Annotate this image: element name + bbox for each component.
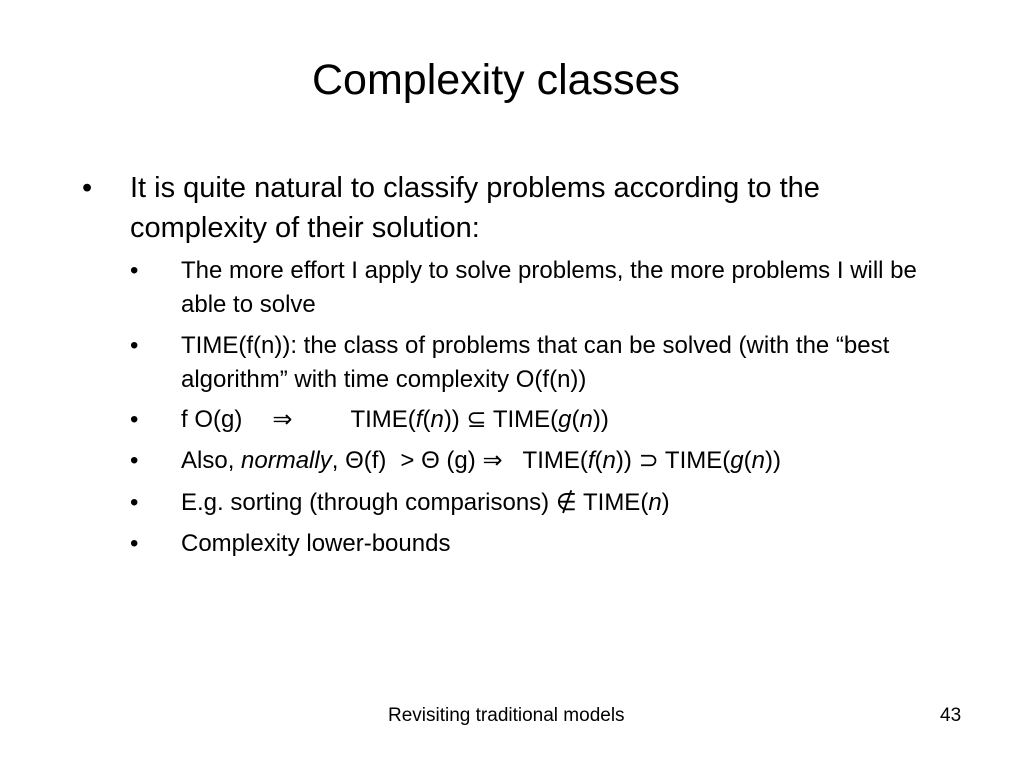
greater-than: > bbox=[400, 447, 415, 474]
inclusion-o-g: O(g) bbox=[194, 406, 243, 433]
implies-symbol: ⇒ bbox=[272, 406, 293, 433]
subseteq-symbol: ⊆ bbox=[466, 406, 487, 433]
sub-bullet-inclusion-text bbox=[181, 403, 921, 437]
sorting-close: ) bbox=[661, 489, 670, 516]
bullet-marker: • bbox=[130, 489, 139, 516]
also-comma: , bbox=[331, 447, 339, 474]
inclusion-n-italic: n bbox=[430, 406, 444, 433]
also-f-italic: f bbox=[587, 447, 595, 474]
theta-f: Θ(f) bbox=[345, 447, 387, 474]
also-close-2: )) bbox=[764, 447, 781, 474]
inclusion-g-italic: g bbox=[558, 406, 572, 433]
inclusion-time-open-2: TIME( bbox=[492, 406, 559, 433]
sorting-prefix: E.g. sorting (through comparisons) bbox=[181, 489, 550, 516]
also-g-italic: g bbox=[730, 447, 744, 474]
also-normally: normally bbox=[241, 447, 332, 474]
footer-title: Revisiting traditional models bbox=[388, 705, 625, 726]
also-paren: ( bbox=[594, 447, 603, 474]
inclusion-f: f bbox=[181, 406, 188, 433]
slide-title: Complexity classes bbox=[312, 56, 680, 104]
also-paren-2: ( bbox=[743, 447, 752, 474]
bullet-marker: • bbox=[82, 172, 93, 204]
theta-g: Θ (g) bbox=[421, 447, 476, 474]
sub-bullet-effort-text: The more effort I apply to solve problems, the more problems I will be able to solve bbox=[181, 257, 917, 318]
supset-symbol: ⊃ bbox=[638, 447, 659, 474]
also-time-open-2: TIME( bbox=[664, 447, 731, 474]
sub-bullet-lower-bounds-text: Complexity lower-bounds bbox=[181, 530, 451, 557]
sorting-n-italic: n bbox=[648, 489, 662, 516]
also-close: )) bbox=[615, 447, 632, 474]
also-prefix: Also, bbox=[181, 447, 242, 474]
also-n-italic-2: n bbox=[751, 447, 765, 474]
sub-bullet-time-definition-text: TIME(f(n)): the class of problems that can be solved (with the “best algorithm” with time complexity O(f(n)) bbox=[181, 332, 890, 393]
sub-bullet-also-text bbox=[181, 444, 921, 478]
bullet-marker: • bbox=[130, 332, 139, 359]
inclusion-f-italic: f bbox=[415, 406, 423, 433]
inclusion-paren-2: ( bbox=[571, 406, 580, 433]
implies-symbol: ⇒ bbox=[482, 447, 503, 474]
also-n-italic: n bbox=[602, 447, 616, 474]
bullet-marker: • bbox=[130, 406, 139, 433]
notin-symbol: ∉ bbox=[555, 489, 577, 516]
inclusion-paren: ( bbox=[422, 406, 431, 433]
inclusion-n-italic-2: n bbox=[579, 406, 593, 433]
inclusion-close-2: )) bbox=[592, 406, 609, 433]
bullet-marker: • bbox=[130, 530, 139, 557]
inclusion-time-open: TIME( bbox=[350, 406, 416, 433]
sorting-time-open: TIME( bbox=[582, 489, 649, 516]
main-bullet-text: It is quite natural to classify problems according to the complexity of their solution: bbox=[130, 172, 820, 244]
page-number: 43 bbox=[940, 705, 962, 726]
bullet-marker: • bbox=[130, 257, 139, 284]
sub-bullet-sorting-text bbox=[181, 486, 921, 520]
also-time-open: TIME( bbox=[522, 447, 588, 474]
bullet-marker: • bbox=[130, 447, 139, 474]
inclusion-close: )) bbox=[443, 406, 460, 433]
